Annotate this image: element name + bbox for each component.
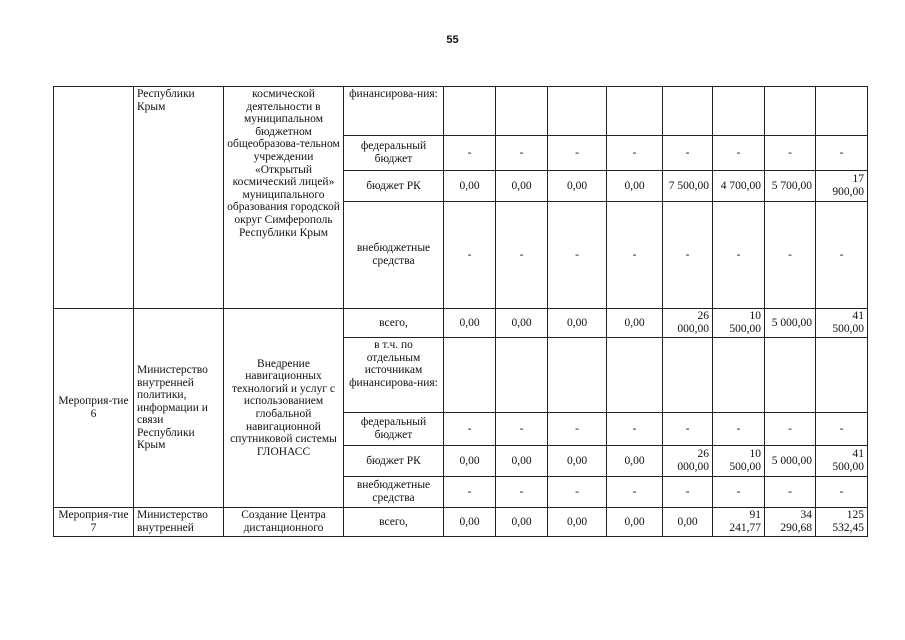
m7-total-label: всего, <box>344 508 444 537</box>
table-cell: 0,00 <box>496 309 548 338</box>
empty-cell <box>765 87 816 136</box>
cont-extra-label: внебюджетные средства <box>344 202 444 309</box>
table-cell: 0,00 <box>548 171 607 202</box>
m6-total-label: всего, <box>344 309 444 338</box>
table-cell: 0,00 <box>607 508 663 537</box>
table-cell: 7 500,00 <box>663 171 713 202</box>
table-cell: - <box>444 136 496 171</box>
cont-source-fin: финансирова-ния: <box>344 87 444 136</box>
empty-cell <box>444 87 496 136</box>
table-cell: - <box>816 413 868 446</box>
cont-label-cell <box>54 87 134 309</box>
table-cell: 5 700,00 <box>765 171 816 202</box>
empty-cell <box>444 338 496 413</box>
table-cell: 10 500,00 <box>713 446 765 477</box>
table-cell: - <box>816 477 868 508</box>
m6-rk-label: бюджет РК <box>344 446 444 477</box>
table-cell: - <box>765 413 816 446</box>
table-cell: 0,00 <box>607 171 663 202</box>
budget-table <box>53 86 868 537</box>
table-cell: - <box>548 413 607 446</box>
table-cell: - <box>444 477 496 508</box>
cont-source-row <box>54 87 868 136</box>
table-cell: 0,00 <box>548 508 607 537</box>
table-cell: 5 000,00 <box>765 309 816 338</box>
empty-cell <box>548 338 607 413</box>
table-cell: - <box>713 136 765 171</box>
m6-executor: Министерство внутренней политики, информации и связи Республики Крым <box>134 309 224 508</box>
table-cell: - <box>765 136 816 171</box>
table-cell: - <box>607 202 663 309</box>
empty-cell <box>496 338 548 413</box>
table-cell: - <box>496 477 548 508</box>
table-cell: 17 900,00 <box>816 171 868 202</box>
table-cell: 0,00 <box>496 446 548 477</box>
table-cell: - <box>548 136 607 171</box>
table-cell: 26 000,00 <box>663 309 713 338</box>
m7-label: Мероприя-тие 7 <box>54 508 134 537</box>
table-cell: 0,00 <box>444 309 496 338</box>
table-cell: - <box>607 477 663 508</box>
empty-cell <box>548 87 607 136</box>
page-number: 55 <box>446 34 459 46</box>
table-cell: - <box>765 202 816 309</box>
table-cell: 34 290,68 <box>765 508 816 537</box>
m6-total-row <box>54 309 868 338</box>
table-cell: 0,00 <box>496 508 548 537</box>
cont-executor: Республики Крым <box>134 87 224 309</box>
cont-federal-label: федеральный бюджет <box>344 136 444 171</box>
table-cell: - <box>713 477 765 508</box>
empty-cell <box>713 338 765 413</box>
table-cell: - <box>713 413 765 446</box>
empty-cell <box>663 338 713 413</box>
table-cell: - <box>496 413 548 446</box>
table-cell: 0,00 <box>663 508 713 537</box>
m6-description: Внедрение навигационных технологий и услуг с использованием глобальной навигационной спутниковой системы ГЛОНАСС <box>224 309 344 508</box>
table-cell: 10 500,00 <box>713 309 765 338</box>
m6-extra-label: внебюджетные средства <box>344 477 444 508</box>
cont-description: космической деятельности в муниципальном бюджетном общеобразова-тельном учреждении «Открытый космический лицей» муниципального образования городской округ Симферополь Республики Крым <box>224 87 344 309</box>
empty-cell <box>713 87 765 136</box>
table-cell: - <box>713 202 765 309</box>
table-cell: 41 500,00 <box>816 309 868 338</box>
table-cell: 0,00 <box>548 309 607 338</box>
table-cell: - <box>663 477 713 508</box>
table-cell: 91 241,77 <box>713 508 765 537</box>
m7-description: Создание Центра дистанционного <box>224 508 344 537</box>
m6-label: Мероприя-тие 6 <box>54 309 134 508</box>
table-cell: 0,00 <box>548 446 607 477</box>
empty-cell <box>765 338 816 413</box>
m7-executor: Министерство внутренней <box>134 508 224 537</box>
table-cell: - <box>444 202 496 309</box>
table-cell: 0,00 <box>444 171 496 202</box>
table-cell: - <box>496 136 548 171</box>
table-cell: - <box>663 413 713 446</box>
empty-cell <box>816 87 868 136</box>
table-cell: 0,00 <box>444 508 496 537</box>
empty-cell <box>607 87 663 136</box>
table-cell: - <box>663 202 713 309</box>
m6-federal-label: федеральный бюджет <box>344 413 444 446</box>
m7-total-row <box>54 508 868 537</box>
table-cell: 0,00 <box>496 171 548 202</box>
m6-incl-label: в т.ч. по отдельным источникам финансирова-ния: <box>344 338 444 413</box>
table-cell: - <box>765 477 816 508</box>
table-cell: - <box>548 477 607 508</box>
table-cell: - <box>548 202 607 309</box>
table-cell: - <box>444 413 496 446</box>
empty-cell <box>816 338 868 413</box>
table-cell: - <box>816 202 868 309</box>
empty-cell <box>663 87 713 136</box>
table-cell: 0,00 <box>607 309 663 338</box>
table-cell: 0,00 <box>607 446 663 477</box>
table-cell: - <box>607 413 663 446</box>
table-cell: 41 500,00 <box>816 446 868 477</box>
table-cell: 0,00 <box>444 446 496 477</box>
table-cell: 26 000,00 <box>663 446 713 477</box>
empty-cell <box>496 87 548 136</box>
cont-rk-label: бюджет РК <box>344 171 444 202</box>
table-cell: 125 532,45 <box>816 508 868 537</box>
table-cell: 4 700,00 <box>713 171 765 202</box>
table-cell: - <box>496 202 548 309</box>
table-cell: - <box>816 136 868 171</box>
table-cell: - <box>663 136 713 171</box>
empty-cell <box>607 338 663 413</box>
table-cell: 5 000,00 <box>765 446 816 477</box>
table-cell: - <box>607 136 663 171</box>
